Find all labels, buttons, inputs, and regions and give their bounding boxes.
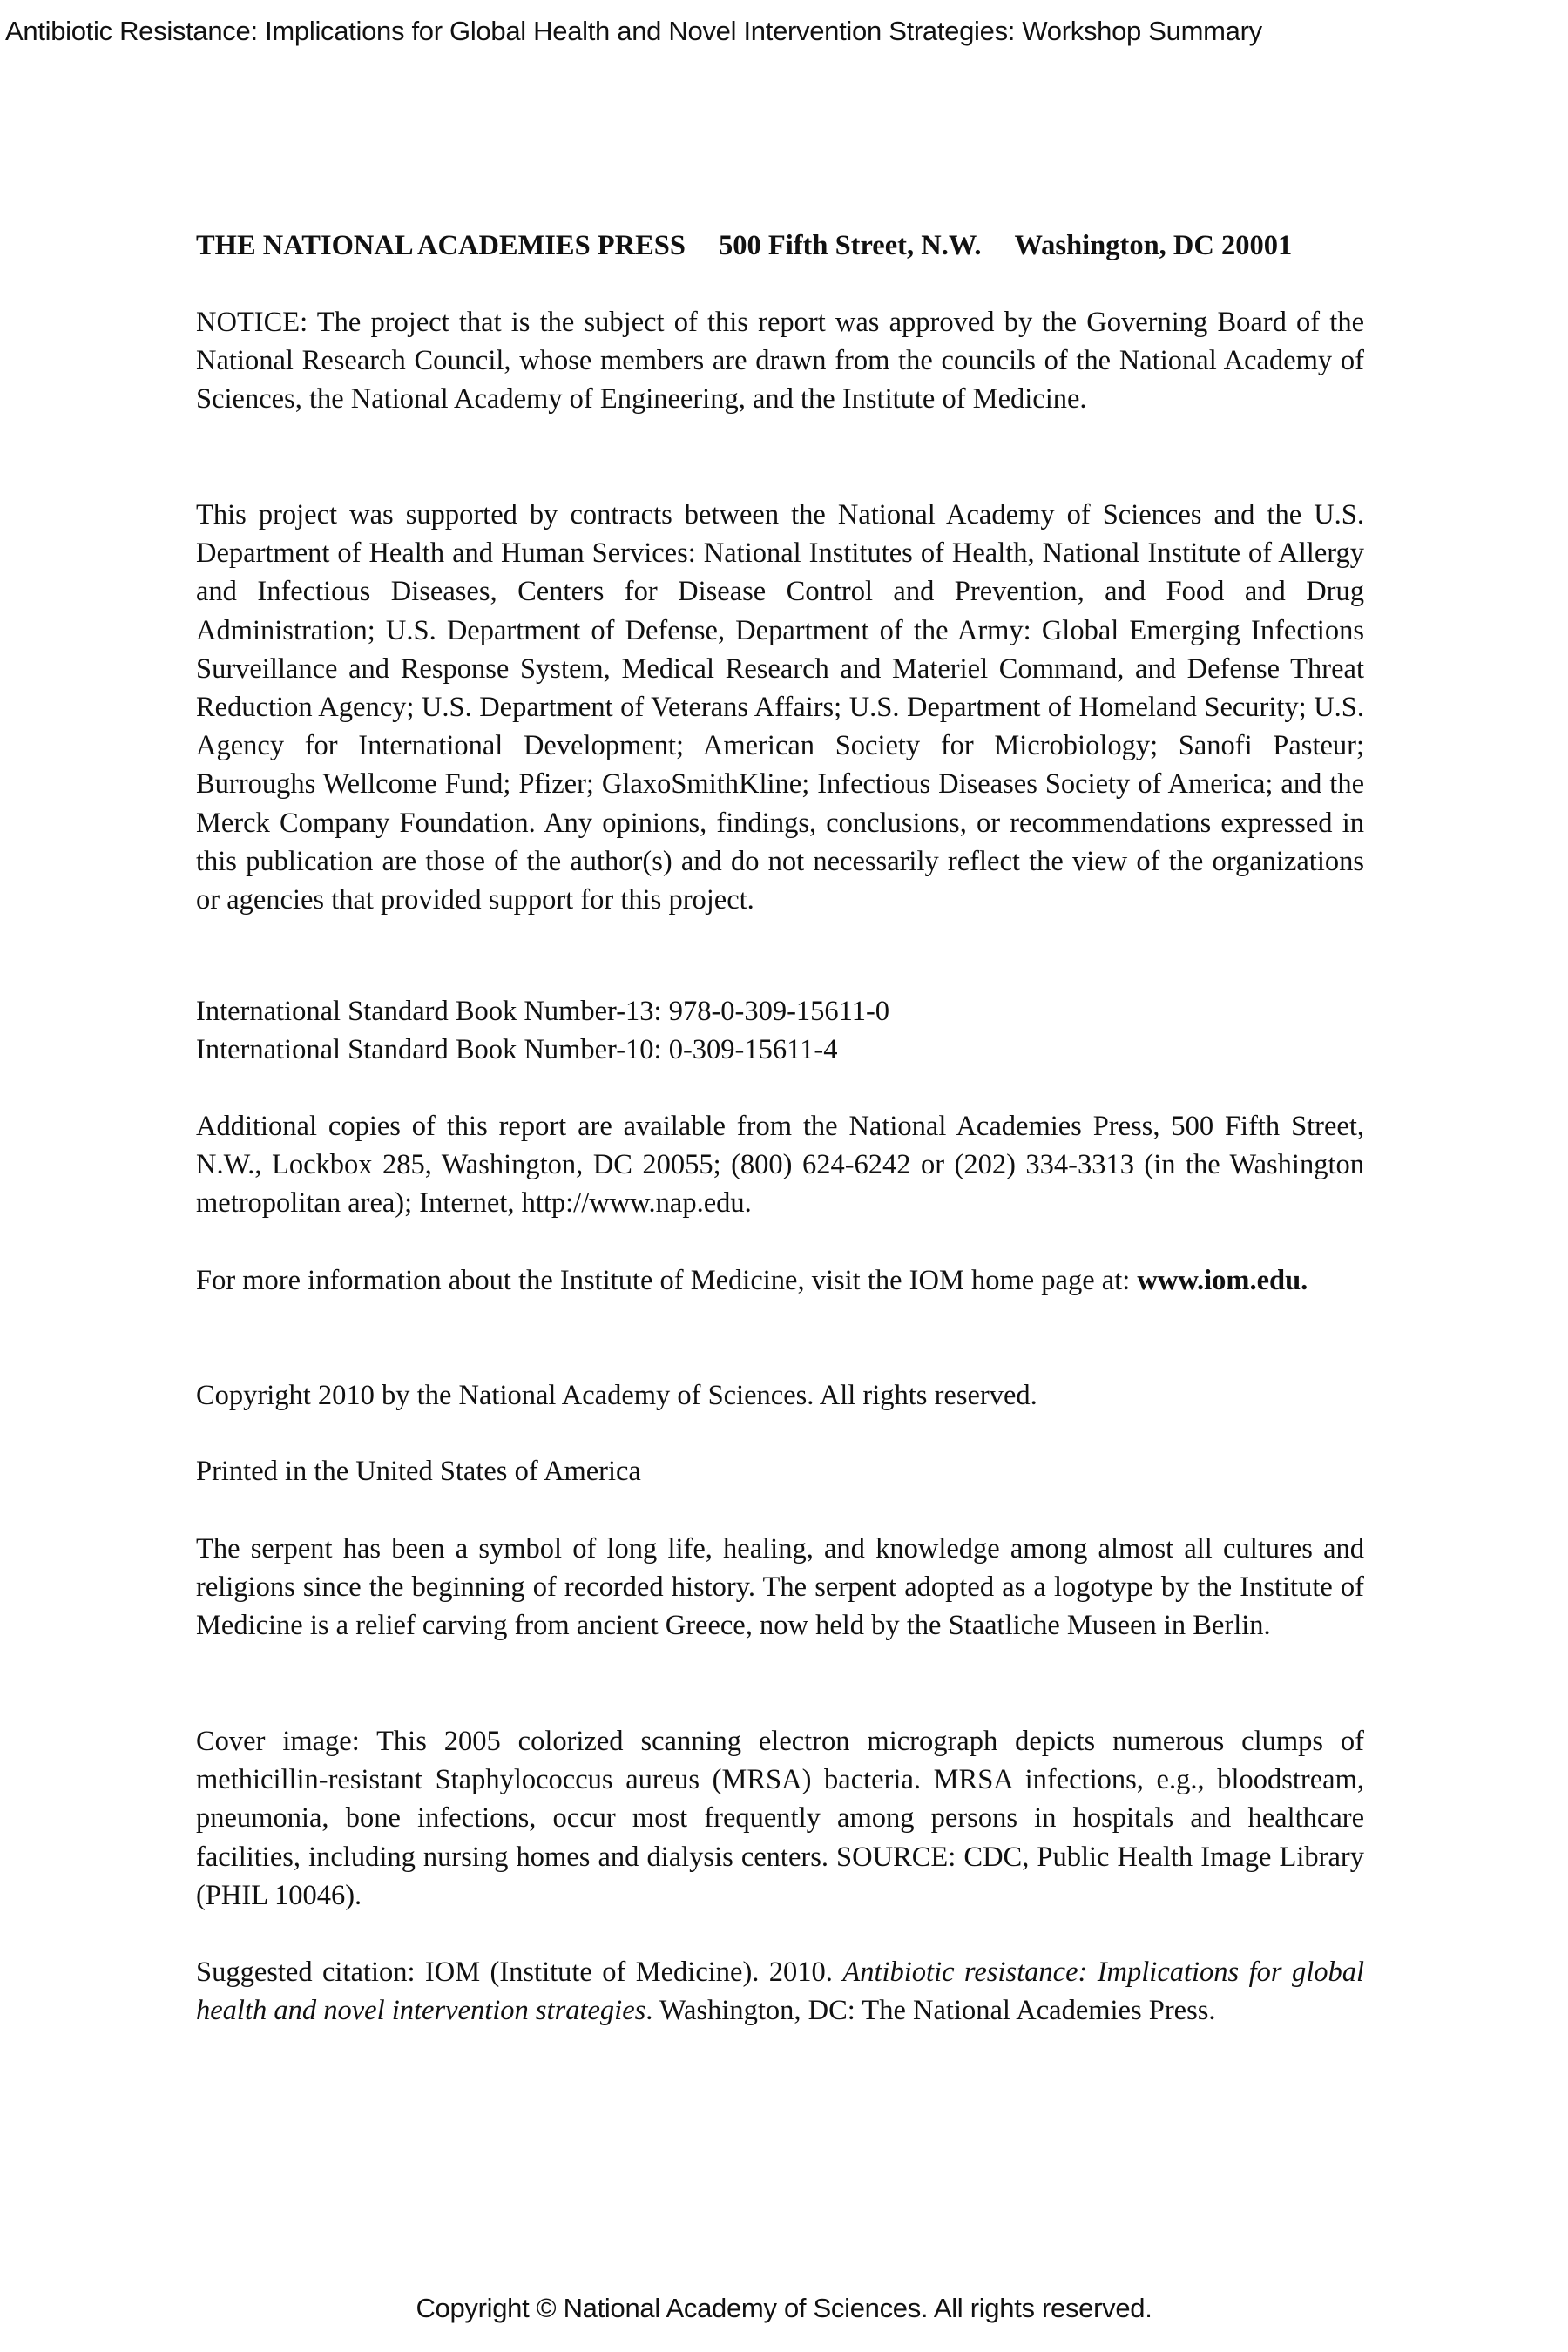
citation-suffix: . Washington, DC: The National Academies Press.: [645, 1995, 1216, 2027]
copies-paragraph: Additional copies of this report are available from the National Academies Press, 500 Fifth Street, N.W., Lockbox 285, Washington, DC 20055; (800) 624-6242 or (202) 334-3313 (in the Washington metropolitan area); Internet, http://www.nap.edu.: [196, 1111, 1364, 1220]
serpent-paragraph: The serpent has been a symbol of long life, healing, and knowledge among almost all cultures and religions since the beginning of recorded history. The serpent adopted as a logotype by the Institute of Medicine is a relief carving from ancient Greece, now held by the Staatliche Museen in Berlin.: [196, 1533, 1364, 1642]
citation-prefix: Suggested citation: IOM (Institute of Medicine). 2010.: [196, 1957, 843, 1988]
isbn-10: International Standard Book Number-10: 0-309-15611-4: [196, 1034, 838, 1065]
publisher-line: [196, 226, 1364, 265]
citation-paragraph: [196, 1953, 1364, 2030]
iom-link[interactable]: www.iom.edu.: [1137, 1265, 1308, 1296]
more-info-text: For more information about the Institute of Medicine, visit the IOM home page at:: [196, 1265, 1138, 1296]
publisher-city: Washington, DC 20001: [1014, 230, 1293, 261]
cover-image-paragraph: Cover image: This 2005 colorized scanning electron micrograph depicts numerous clumps of methicillin-resistant Staphylococcus aureus (MRSA) bacteria. MRSA infections, e.g., bloodstream, pneumonia, bone infections, occur most frequently among persons in hospitals and healthcare facilities, including nursing homes and dialysis centers. SOURCE: CDC, Public Health Image Library (PHIL 10046).: [196, 1726, 1364, 1911]
isbn-13: International Standard Book Number-13: 978-0-309-15611-0: [196, 996, 890, 1027]
publisher-name: THE NATIONAL ACADEMIES PRESS: [196, 230, 686, 261]
page-footer: Copyright © National Academy of Sciences. All rights reserved.: [416, 2293, 1152, 2323]
support-paragraph: This project was supported by contracts between the National Academy of Sciences and the U.S. Department of Health and Human Services: National Institutes of Health, National Institute of Allergy and Infectious Diseases, Centers for Disease Control and Prevention, and Food and Drug Administration; U.S. Department of Defense, Department of the Army: Global Emerging Infections Surveillance and Response System, Medical Research and Materiel Command, and Defense Threat Reduction Agency; U.S. Department of Veterans Affairs; U.S. Department of Homeland Security; U.S. Agency for International Development; American Society for Microbiology; Sanofi Pasteur; Burroughs Wellcome Fund; Pfizer; GlaxoSmithKline; Infectious Diseases Society of America; and the Merck Company Foundation. Any opinions, findings, conclusions, or recommendations expressed in this publication are those of the author(s) and do not necessarily reflect the view of the organizations or agencies that provided support for this project.: [196, 499, 1364, 916]
document-header-title: Antibiotic Resistance: Implications for Global Health and Novel Intervention Strategies: Workshop Summary: [5, 16, 1262, 46]
copyright-notice: Copyright 2010 by the National Academy of Sciences. All rights reserved.: [196, 1380, 1037, 1411]
notice-paragraph: NOTICE: The project that is the subject of this report was approved by the Governing Board of the National Research Council, whose members are drawn from the councils of the National Academy of Sciences, the National Academy of Engineering, and the Institute of Medicine.: [196, 307, 1364, 416]
publisher-address: 500 Fifth Street, N.W.: [718, 230, 982, 261]
citation-title: Antibiotic resistance: Implications for global health and novel intervention strategies: [196, 1957, 1364, 2027]
printed-notice: Printed in the United States of America: [196, 1456, 641, 1487]
more-info-paragraph: [196, 1261, 1364, 1300]
